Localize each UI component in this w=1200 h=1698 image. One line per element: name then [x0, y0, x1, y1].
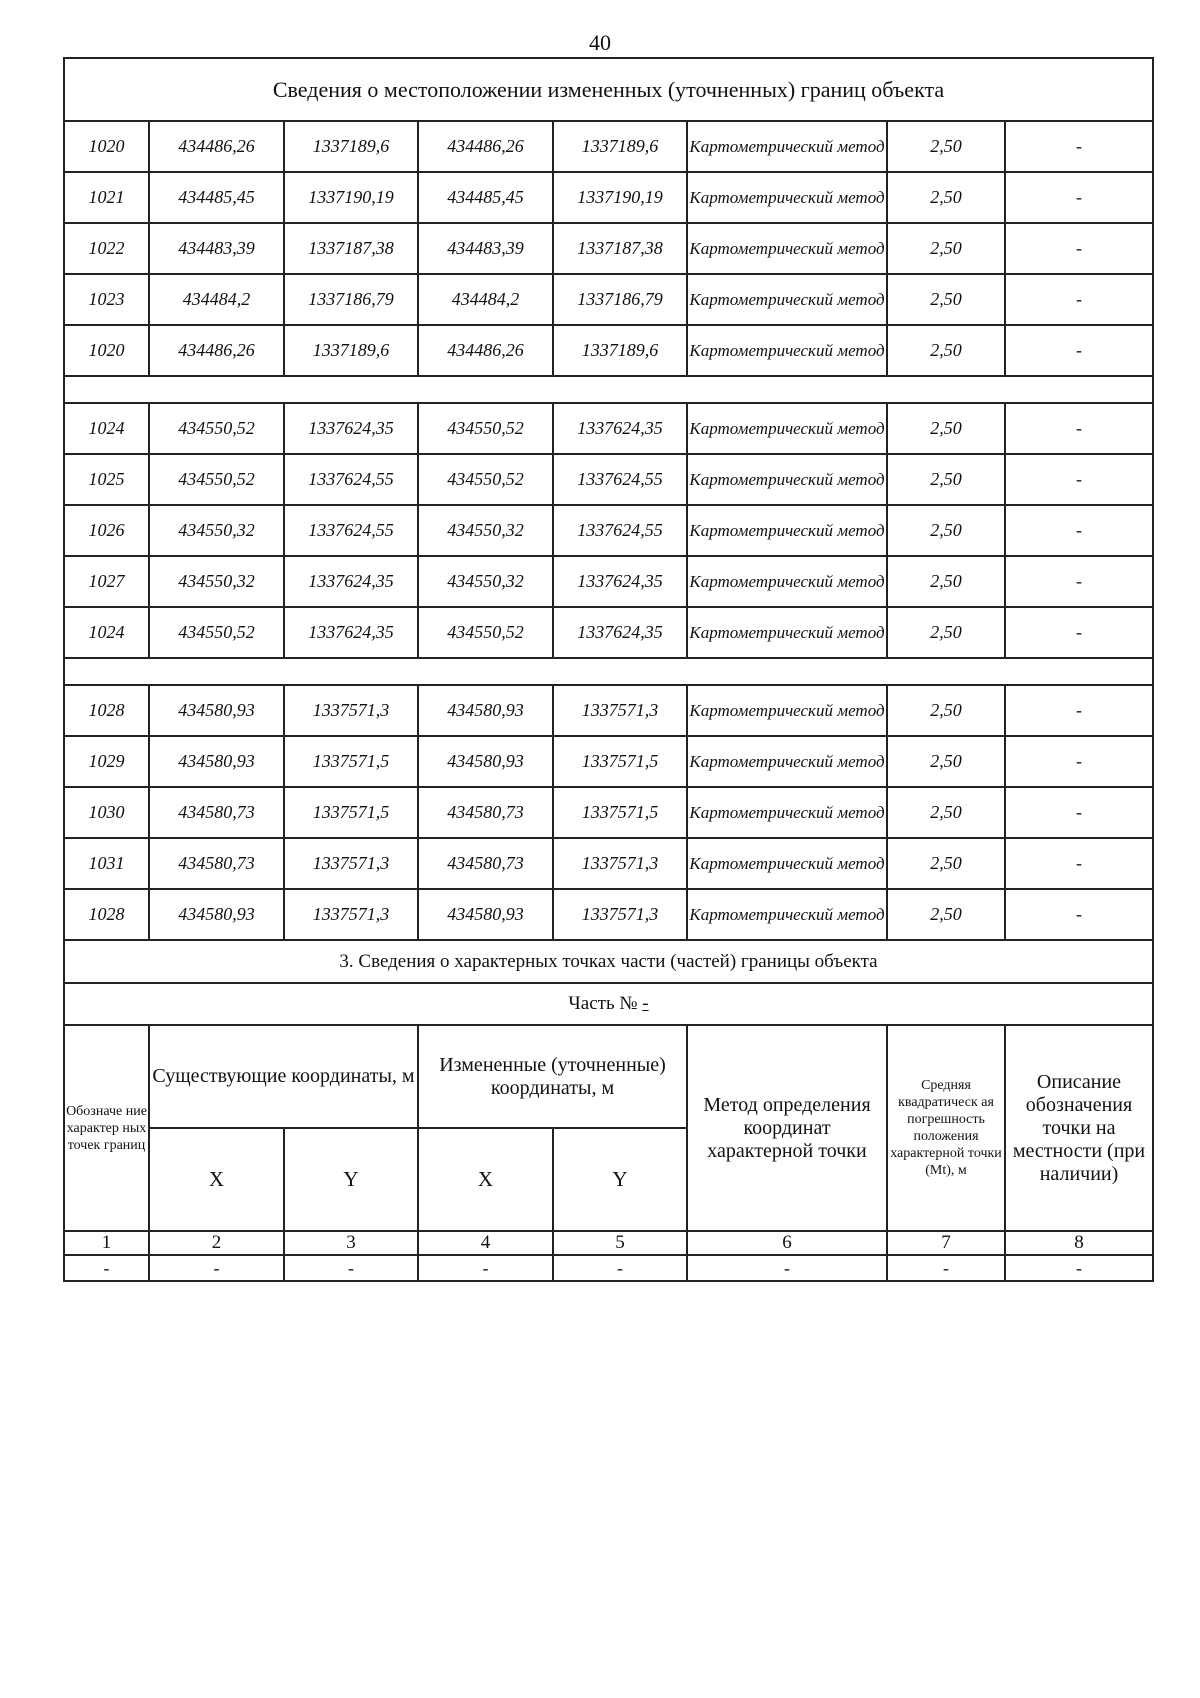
existing-y-cell: 1337571,3: [284, 889, 418, 940]
changed-y-cell: 1337624,55: [553, 454, 687, 505]
column-number: 5: [553, 1231, 687, 1255]
column-number: 6: [687, 1231, 887, 1255]
method-cell: Картометрический метод: [687, 223, 887, 274]
point-id-cell: 1021: [64, 172, 149, 223]
method-cell: Картометрический метод: [687, 121, 887, 172]
description-cell: -: [1005, 274, 1153, 325]
table-row: [64, 607, 1153, 658]
existing-y-cell: 1337189,6: [284, 121, 418, 172]
column-number-row: [64, 1231, 1153, 1255]
header-point-designation: Обозначе ние характер ных точек границ: [64, 1025, 149, 1231]
existing-x-cell: 434550,52: [149, 454, 284, 505]
method-cell: Картометрический метод: [687, 325, 887, 376]
changed-y-cell: 1337624,35: [553, 403, 687, 454]
existing-y-cell: 1337571,3: [284, 838, 418, 889]
changed-x-cell: 434486,26: [418, 121, 553, 172]
description-cell: -: [1005, 121, 1153, 172]
mt-cell: 2,50: [887, 325, 1005, 376]
method-cell: Картометрический метод: [687, 685, 887, 736]
changed-x-cell: 434580,93: [418, 736, 553, 787]
existing-y-cell: 1337624,55: [284, 454, 418, 505]
table-row: [64, 889, 1153, 940]
section-3-title-row: [64, 940, 1153, 983]
mt-cell: 2,50: [887, 889, 1005, 940]
description-cell: -: [1005, 454, 1153, 505]
method-cell: Картометрический метод: [687, 787, 887, 838]
changed-x-cell: 434550,32: [418, 505, 553, 556]
point-id-cell: 1027: [64, 556, 149, 607]
point-id-cell: 1029: [64, 736, 149, 787]
part-row: [64, 983, 1153, 1025]
existing-y-cell: 1337624,35: [284, 556, 418, 607]
existing-x-cell: 434580,93: [149, 685, 284, 736]
table-row: [64, 274, 1153, 325]
method-cell: Картометрический метод: [687, 403, 887, 454]
mt-cell: 2,50: [887, 223, 1005, 274]
group-separator: [64, 658, 1153, 685]
changed-y-cell: 1337571,3: [553, 685, 687, 736]
existing-x-cell: 434550,32: [149, 556, 284, 607]
header-method: Метод определения координат характерной точки: [687, 1025, 887, 1231]
mt-cell: 2,50: [887, 607, 1005, 658]
changed-y-cell: 1337571,3: [553, 838, 687, 889]
table-row: [64, 403, 1153, 454]
existing-y-cell: 1337571,5: [284, 787, 418, 838]
mt-cell: 2,50: [887, 454, 1005, 505]
table-row: [64, 325, 1153, 376]
point-id-cell: 1031: [64, 838, 149, 889]
table-row: [64, 787, 1153, 838]
existing-x-cell: 434486,26: [149, 121, 284, 172]
changed-y-cell: 1337624,55: [553, 505, 687, 556]
changed-x-cell: 434580,93: [418, 685, 553, 736]
existing-y-cell: 1337624,35: [284, 403, 418, 454]
header-existing-coords: Существующие координаты, м: [149, 1025, 418, 1128]
existing-x-cell: 434483,39: [149, 223, 284, 274]
point-id-cell: 1022: [64, 223, 149, 274]
existing-y-cell: 1337189,6: [284, 325, 418, 376]
section-title: Сведения о местоположении измененных (уточненных) границ объекта: [64, 58, 1153, 121]
header-mt: Средняя квадратическ ая погрешность положения характерной точки (Mt), м: [887, 1025, 1005, 1231]
changed-x-cell: 434580,93: [418, 889, 553, 940]
column-number: 7: [887, 1231, 1005, 1255]
empty-cell: -: [284, 1255, 418, 1281]
existing-y-cell: 1337187,38: [284, 223, 418, 274]
method-cell: Картометрический метод: [687, 607, 887, 658]
empty-cell: -: [418, 1255, 553, 1281]
method-cell: Картометрический метод: [687, 889, 887, 940]
method-cell: Картометрический метод: [687, 556, 887, 607]
description-cell: -: [1005, 223, 1153, 274]
empty-cell: -: [687, 1255, 887, 1281]
empty-cell: -: [64, 1255, 149, 1281]
changed-x-cell: 434550,32: [418, 556, 553, 607]
table-row: [64, 685, 1153, 736]
existing-x-cell: 434580,93: [149, 889, 284, 940]
section-title-row: [64, 58, 1153, 121]
table-row: [64, 556, 1153, 607]
column-number: 8: [1005, 1231, 1153, 1255]
mt-cell: 2,50: [887, 172, 1005, 223]
table-row: [64, 172, 1153, 223]
mt-cell: 2,50: [887, 505, 1005, 556]
method-cell: Картометрический метод: [687, 736, 887, 787]
changed-x-cell: 434486,26: [418, 325, 553, 376]
changed-y-cell: 1337571,5: [553, 736, 687, 787]
description-cell: -: [1005, 889, 1153, 940]
description-cell: -: [1005, 172, 1153, 223]
table-row: [64, 454, 1153, 505]
mt-cell: 2,50: [887, 838, 1005, 889]
changed-y-cell: 1337187,38: [553, 223, 687, 274]
description-cell: -: [1005, 787, 1153, 838]
changed-x-cell: 434483,39: [418, 223, 553, 274]
existing-y-cell: 1337571,5: [284, 736, 418, 787]
column-number: 2: [149, 1231, 284, 1255]
description-cell: -: [1005, 325, 1153, 376]
group-separator: [64, 376, 1153, 403]
header-changed-coords: Измененные (уточненные) координаты, м: [418, 1025, 687, 1128]
existing-x-cell: 434484,2: [149, 274, 284, 325]
changed-y-cell: 1337189,6: [553, 121, 687, 172]
header-description: Описание обозначения точки на местности (при наличии): [1005, 1025, 1153, 1231]
mt-cell: 2,50: [887, 121, 1005, 172]
changed-y-cell: 1337571,5: [553, 787, 687, 838]
existing-x-cell: 434580,93: [149, 736, 284, 787]
existing-y-cell: 1337571,3: [284, 685, 418, 736]
header-x-existing: X: [149, 1128, 284, 1231]
column-number: 4: [418, 1231, 553, 1255]
point-id-cell: 1028: [64, 889, 149, 940]
existing-x-cell: 434550,52: [149, 403, 284, 454]
mt-cell: 2,50: [887, 556, 1005, 607]
table-row: [64, 223, 1153, 274]
mt-cell: 2,50: [887, 736, 1005, 787]
method-cell: Картометрический метод: [687, 274, 887, 325]
description-cell: -: [1005, 403, 1153, 454]
empty-cell: -: [149, 1255, 284, 1281]
existing-y-cell: 1337190,19: [284, 172, 418, 223]
changed-y-cell: 1337190,19: [553, 172, 687, 223]
page-number: 40: [589, 30, 611, 55]
description-cell: -: [1005, 736, 1153, 787]
point-id-cell: 1030: [64, 787, 149, 838]
group-separator-row: [64, 376, 1153, 403]
description-cell: -: [1005, 685, 1153, 736]
table-row: [64, 736, 1153, 787]
empty-cell: -: [1005, 1255, 1153, 1281]
boundary-coordinates-table: [63, 57, 1154, 1282]
existing-y-cell: 1337624,35: [284, 607, 418, 658]
existing-x-cell: 434550,52: [149, 607, 284, 658]
point-id-cell: 1020: [64, 121, 149, 172]
table-row: [64, 505, 1153, 556]
empty-cell: -: [553, 1255, 687, 1281]
method-cell: Картометрический метод: [687, 454, 887, 505]
changed-x-cell: 434580,73: [418, 838, 553, 889]
mt-cell: 2,50: [887, 787, 1005, 838]
point-id-cell: 1026: [64, 505, 149, 556]
changed-y-cell: 1337571,3: [553, 889, 687, 940]
existing-x-cell: 434550,32: [149, 505, 284, 556]
changed-y-cell: 1337624,35: [553, 556, 687, 607]
changed-x-cell: 434580,73: [418, 787, 553, 838]
mt-cell: 2,50: [887, 403, 1005, 454]
point-id-cell: 1020: [64, 325, 149, 376]
point-id-cell: 1028: [64, 685, 149, 736]
changed-x-cell: 434550,52: [418, 454, 553, 505]
column-number: 1: [64, 1231, 149, 1255]
description-cell: -: [1005, 838, 1153, 889]
changed-x-cell: 434485,45: [418, 172, 553, 223]
point-id-cell: 1024: [64, 607, 149, 658]
existing-x-cell: 434580,73: [149, 787, 284, 838]
changed-x-cell: 434484,2: [418, 274, 553, 325]
header-y-existing: Y: [284, 1128, 418, 1231]
changed-y-cell: 1337624,35: [553, 607, 687, 658]
existing-y-cell: 1337186,79: [284, 274, 418, 325]
part-label: Часть №: [568, 993, 638, 1014]
empty-cell: -: [887, 1255, 1005, 1281]
method-cell: Картометрический метод: [687, 505, 887, 556]
point-id-cell: 1025: [64, 454, 149, 505]
existing-x-cell: 434485,45: [149, 172, 284, 223]
part-value: -: [642, 993, 649, 1014]
mt-cell: 2,50: [887, 685, 1005, 736]
header-row: [64, 1025, 1153, 1128]
point-id-cell: 1024: [64, 403, 149, 454]
column-number: 3: [284, 1231, 418, 1255]
method-cell: Картометрический метод: [687, 838, 887, 889]
group-separator-row: [64, 658, 1153, 685]
table-row: [64, 1255, 1153, 1281]
existing-y-cell: 1337624,55: [284, 505, 418, 556]
description-cell: -: [1005, 505, 1153, 556]
table-row: [64, 121, 1153, 172]
table-row: [64, 838, 1153, 889]
existing-x-cell: 434580,73: [149, 838, 284, 889]
existing-x-cell: 434486,26: [149, 325, 284, 376]
section-3-title: 3. Сведения о характерных точках части (частей) границы объекта: [64, 940, 1153, 983]
changed-x-cell: 434550,52: [418, 607, 553, 658]
changed-y-cell: 1337186,79: [553, 274, 687, 325]
changed-y-cell: 1337189,6: [553, 325, 687, 376]
method-cell: Картометрический метод: [687, 172, 887, 223]
description-cell: -: [1005, 556, 1153, 607]
description-cell: -: [1005, 607, 1153, 658]
header-y-changed: Y: [553, 1128, 687, 1231]
point-id-cell: 1023: [64, 274, 149, 325]
mt-cell: 2,50: [887, 274, 1005, 325]
part-cell: [64, 983, 1153, 1025]
header-x-changed: X: [418, 1128, 553, 1231]
changed-x-cell: 434550,52: [418, 403, 553, 454]
